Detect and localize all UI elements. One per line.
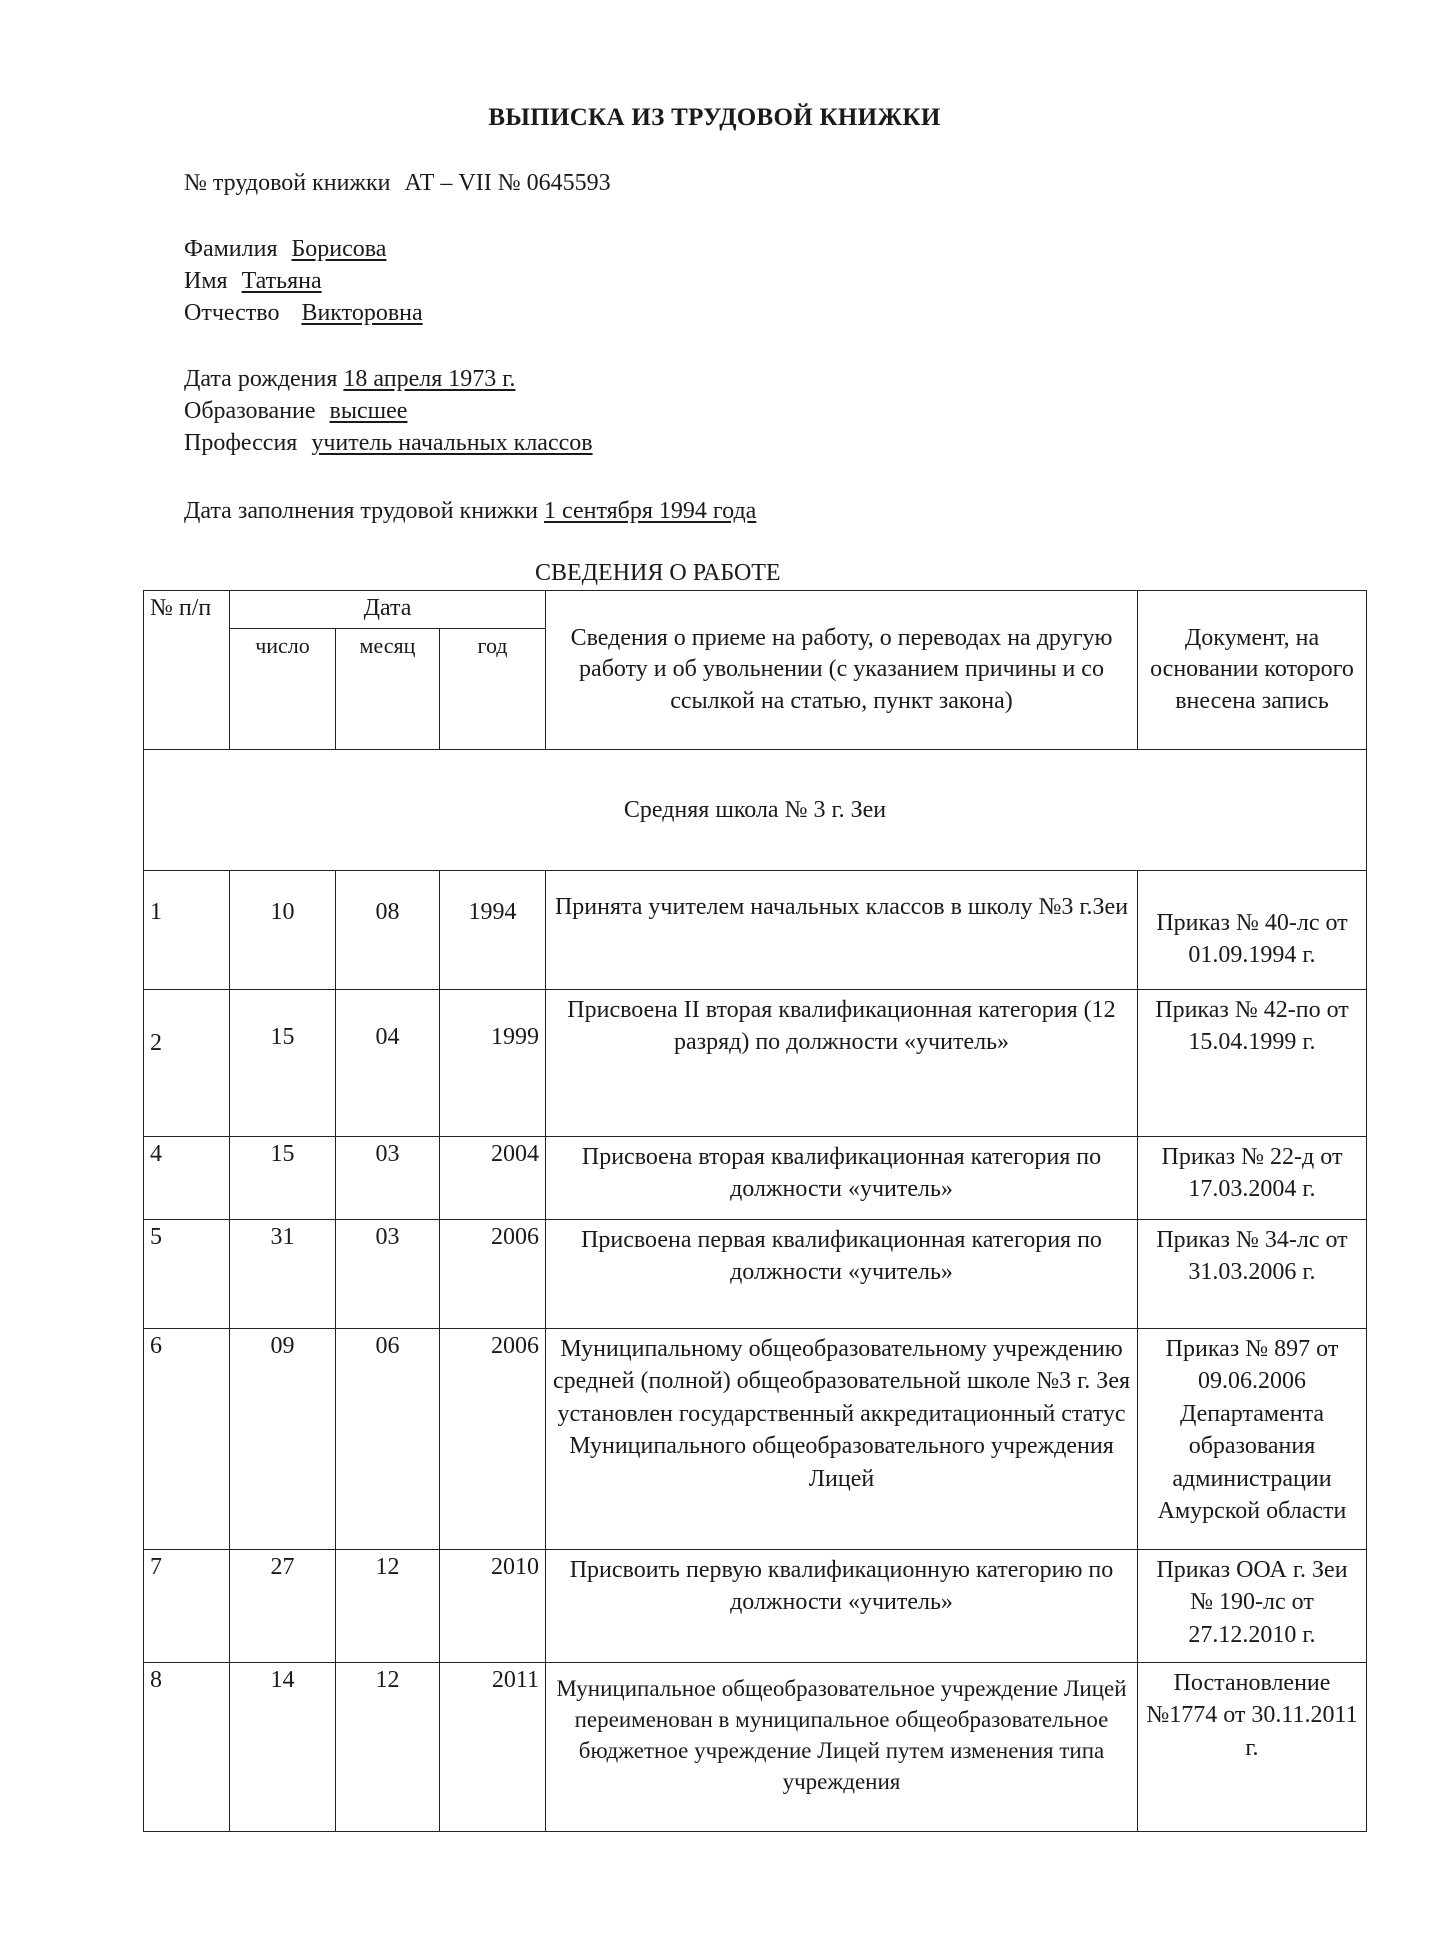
row-info: Присвоить первую квалификационную категорию по должности «учитель» [546,1550,1138,1663]
birth-date-label: Дата рождения [184,366,338,392]
row-info: Муниципальному общеобразовательному учреждению средней (полной) общеобразовательной школе №3 г. Зея установлен государственный аккредитационный статус Муниципального общеобразовательного учреждения Лицей [546,1329,1138,1550]
row-doc: Приказ № 22-д от 17.03.2004 г. [1138,1137,1367,1220]
row-year: 2006 [440,1329,546,1550]
row-year: 2006 [440,1220,546,1329]
education-label: Образование [184,398,316,424]
row-doc: Приказ № 40-лс от 01.09.1994 г. [1138,871,1367,990]
book-number-line [184,170,611,197]
birth-date-value: 18 апреля 1973 г. [343,366,516,392]
patronymic-label: Отчество [184,300,280,326]
profession-label: Профессия [184,430,298,456]
row-month: 03 [336,1137,440,1220]
row-day: 31 [230,1220,336,1329]
name-label: Имя [184,268,228,294]
header-num: № п/п [144,591,230,750]
fill-date-line [184,498,756,525]
document-title: ВЫПИСКА ИЗ ТРУДОВОЙ КНИЖКИ [488,104,941,131]
table-row [144,1220,1367,1329]
fill-date-label: Дата заполнения трудовой книжки [184,498,538,524]
name-line [184,268,322,295]
row-num: 2 [144,990,230,1137]
table-row [144,990,1367,1137]
header-doc: Документ, на основании которого внесена запись [1138,591,1367,750]
row-month: 04 [336,990,440,1137]
profession-value: учитель начальных классов [311,430,593,456]
row-doc: Приказ ООА г. Зеи № 190-лс от 27.12.2010 г. [1138,1550,1367,1663]
header-month: месяц [336,629,440,750]
row-doc: Постановление №1774 от 30.11.2011 г. [1138,1663,1367,1832]
row-day: 15 [230,1137,336,1220]
patronymic-value: Викторовна [301,300,423,326]
name-value: Татьяна [241,268,322,294]
row-info: Присвоена II вторая квалификационная категория (12 разряд) по должности «учитель» [546,990,1138,1137]
row-info: Муниципальное общеобразовательное учреждение Лицей переименован в муниципальное общеобразовательное бюджетное учреждение Лицей путем изменения типа учреждения [546,1663,1138,1832]
profession-line [184,430,593,457]
surname-line [184,236,386,263]
row-day: 09 [230,1329,336,1550]
row-month: 03 [336,1220,440,1329]
row-info: Принята учителем начальных классов в школу №3 г.Зеи [546,871,1138,990]
row-day: 27 [230,1550,336,1663]
table-row [144,1329,1367,1550]
fill-date-value: 1 сентября 1994 года [544,498,757,524]
row-doc: Приказ № 897 от 09.06.2006 Департамента образования администрации Амурской области [1138,1329,1367,1550]
table-row [144,871,1367,990]
book-number-value: АТ – VII № 0645593 [404,170,611,196]
row-year: 2011 [440,1663,546,1832]
row-doc: Приказ № 34-лс от 31.03.2006 г. [1138,1220,1367,1329]
row-year: 1994 [440,871,546,990]
table-row [144,1137,1367,1220]
work-history-table [143,590,1367,1832]
row-num: 1 [144,871,230,990]
row-year: 1999 [440,990,546,1137]
birth-date-line [184,366,515,393]
header-info: Сведения о приеме на работу, о переводах на другую работу и об увольнении (с указанием причины и со ссылкой на статью, пункт закона) [546,591,1138,750]
row-day: 14 [230,1663,336,1832]
header-day: число [230,629,336,750]
row-info: Присвоена первая квалификационная категория по должности «учитель» [546,1220,1138,1329]
row-day: 15 [230,990,336,1137]
patronymic-line [184,300,423,327]
organization-row [144,750,1367,871]
row-month: 08 [336,871,440,990]
row-num: 5 [144,1220,230,1329]
row-info: Присвоена вторая квалификационная категория по должности «учитель» [546,1137,1138,1220]
row-doc: Приказ № 42-по от 15.04.1999 г. [1138,990,1367,1137]
section-title: СВЕДЕНИЯ О РАБОТЕ [535,560,781,586]
surname-value: Борисова [291,236,387,262]
row-month: 12 [336,1663,440,1832]
row-num: 4 [144,1137,230,1220]
row-year: 2004 [440,1137,546,1220]
row-month: 12 [336,1550,440,1663]
table-row [144,1663,1367,1832]
header-date: Дата [230,591,546,629]
organization-name: Средняя школа № 3 г. Зеи [144,750,1367,871]
education-line [184,398,407,425]
header-row-top [144,591,1367,629]
header-year: год [440,629,546,750]
row-num: 7 [144,1550,230,1663]
surname-label: Фамилия [184,236,278,262]
row-year: 2010 [440,1550,546,1663]
education-value: высшее [329,398,408,424]
row-month: 06 [336,1329,440,1550]
row-num: 8 [144,1663,230,1832]
book-number-label: № трудовой книжки [184,170,391,196]
table-row [144,1550,1367,1663]
row-day: 10 [230,871,336,990]
row-num: 6 [144,1329,230,1550]
